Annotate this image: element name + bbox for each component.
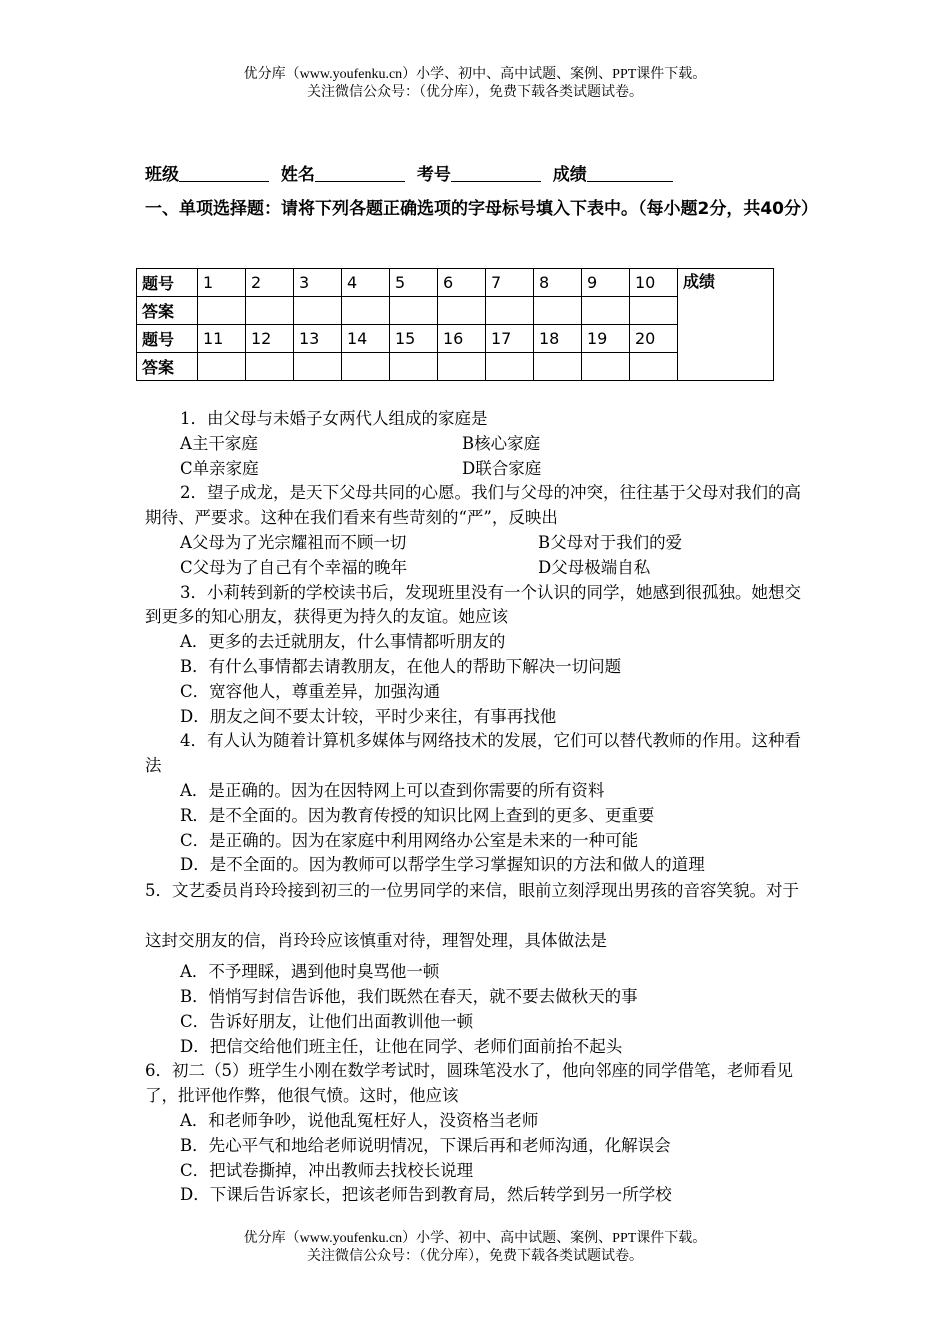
question-number-cell: 1 bbox=[198, 269, 246, 297]
question-stem: 6．初二（5）班学生小刚在数学考试时，圆珠笔没水了，他向邻座的同学借笔，老师看见了，批评他作弊，他很气愤。这时，他应该 bbox=[145, 1061, 793, 1106]
answer-cell[interactable] bbox=[294, 297, 342, 325]
question-list bbox=[145, 407, 810, 1208]
option-c[interactable]: C．告诉好朋友，让他们出面教训他一顿 bbox=[180, 1011, 474, 1031]
question-number-cell: 15 bbox=[390, 325, 438, 353]
answer-cell[interactable] bbox=[198, 353, 246, 381]
question-number-cell: 12 bbox=[246, 325, 294, 353]
question-number-cell: 13 bbox=[294, 325, 342, 353]
score-blank[interactable] bbox=[587, 165, 673, 182]
answer-cell[interactable] bbox=[198, 297, 246, 325]
student-info-line bbox=[145, 160, 679, 185]
question-number-cell: 8 bbox=[534, 269, 582, 297]
option-d[interactable]: D．朋友之间不要太计较，平时少来往，有事再找他 bbox=[180, 706, 557, 726]
answer-cell[interactable] bbox=[486, 297, 534, 325]
option-d[interactable]: D．是不全面的。因为教师可以帮学生学习掌握知识的方法和做人的道理 bbox=[180, 855, 705, 875]
option-b[interactable]: R．是不全面的。因为教育传授的知识比网上查到的更多、更重要 bbox=[180, 805, 655, 825]
question-number-cell: 10 bbox=[630, 269, 678, 297]
question-number-cell: 9 bbox=[582, 269, 630, 297]
option-b[interactable]: B．有什么事情都去请教朋友，在他人的帮助下解决一切问题 bbox=[180, 656, 622, 676]
answer-cell[interactable] bbox=[390, 353, 438, 381]
option-c[interactable]: C．把试卷撕掉，冲出教师去找校长说理 bbox=[180, 1160, 474, 1180]
header-line-1: 优分库（www.youfenku.cn）小学、初中、高中试题、案例、PPT课件下载。 bbox=[243, 67, 707, 82]
option-a[interactable]: A．不予理睬，遇到他时臭骂他一顿 bbox=[180, 962, 440, 982]
option-d[interactable]: D．把信交给他们班主任，让他在同学、老师们面前抬不起头 bbox=[180, 1036, 623, 1056]
question-number-cell: 3 bbox=[294, 269, 342, 297]
option-row bbox=[145, 457, 810, 482]
answer-cell[interactable] bbox=[630, 353, 678, 381]
answer-cell[interactable] bbox=[438, 297, 486, 325]
question-number-cell: 4 bbox=[342, 269, 390, 297]
question-number-cell: 16 bbox=[438, 325, 486, 353]
question-stem: 1．由父母与未婚子女两代人组成的家庭是 bbox=[180, 409, 488, 428]
option-c[interactable]: C单亲家庭 bbox=[180, 458, 259, 478]
answer-cell[interactable] bbox=[294, 353, 342, 381]
number-blank[interactable] bbox=[451, 165, 541, 182]
option-b[interactable]: B．先心平气和地给老师说明情况，下课后再和老师沟通，化解误会 bbox=[180, 1135, 671, 1155]
answer-cell[interactable] bbox=[582, 297, 630, 325]
class-label: 班级 bbox=[145, 165, 179, 185]
score-label: 成绩 bbox=[552, 165, 587, 185]
question-number-cell: 18 bbox=[534, 325, 582, 353]
answer-cell[interactable] bbox=[534, 353, 582, 381]
option-c[interactable]: C．是正确的。因为在家庭中利用网络办公室是未来的一种可能 bbox=[180, 830, 639, 850]
question-number-cell: 6 bbox=[438, 269, 486, 297]
option-a[interactable]: A父母为了光宗耀祖而不顾一切 bbox=[180, 532, 407, 552]
header-line-2: 关注微信公众号：（优分库），免费下载各类试题试卷。 bbox=[307, 85, 643, 100]
question-stem: 2．望子成龙，是天下父母共同的心愿。我们与父母的冲突，往往基于父母对我们的高期待、严要求。这种在我们看来有些苛刻的“严”，反映出 bbox=[145, 483, 801, 528]
question-number-cell: 19 bbox=[582, 325, 630, 353]
number-label: 考号 bbox=[416, 165, 451, 185]
answer-table-row bbox=[137, 269, 774, 297]
question-number-cell: 20 bbox=[630, 325, 678, 353]
answer-cell[interactable] bbox=[534, 297, 582, 325]
option-d[interactable]: D联合家庭 bbox=[462, 458, 542, 478]
option-b[interactable]: B．悄悄写封信告诉他，我们既然在春天，就不要去做秋天的事 bbox=[180, 986, 638, 1006]
answer-cell[interactable] bbox=[486, 353, 534, 381]
answer-cell[interactable] bbox=[630, 297, 678, 325]
option-a[interactable]: A．是正确的。因为在因特网上可以查到你需要的所有资料 bbox=[180, 780, 605, 800]
answer-cell[interactable] bbox=[582, 353, 630, 381]
question-number-cell: 11 bbox=[198, 325, 246, 353]
question-number-cell: 5 bbox=[390, 269, 438, 297]
answer-cell[interactable] bbox=[390, 297, 438, 325]
option-c[interactable]: C父母为了自己有个幸福的晚年 bbox=[180, 557, 408, 577]
answer-cell[interactable] bbox=[342, 353, 390, 381]
option-row bbox=[145, 556, 810, 581]
option-b[interactable]: B父母对于我们的爱 bbox=[538, 532, 683, 552]
question-number-header: 题号 bbox=[137, 269, 198, 297]
score-cell[interactable]: 成绩 bbox=[678, 269, 774, 381]
option-a[interactable]: A主干家庭 bbox=[180, 433, 258, 453]
question-stem: 3．小莉转到新的学校读书后，发现班里没有一个认识的同学，她感到很孤独。她想交到更多的知心朋友，获得更为持久的友谊。她应该 bbox=[145, 582, 801, 627]
answer-cell[interactable] bbox=[438, 353, 486, 381]
section-1-title: 一、单项选择题：请将下列各题正确选项的字母标号填入下表中。（每小题2分，共40分） bbox=[145, 199, 818, 219]
option-row bbox=[145, 531, 810, 556]
question-stem: 5．文艺委员肖玲玲接到初三的一位男同学的来信，眼前立刻浮现出男孩的音容笑貌。对于这封交朋友的信，肖玲玲应该慎重对待，理智处理，具体做法是 bbox=[145, 881, 799, 951]
question-number-cell: 17 bbox=[486, 325, 534, 353]
footer-line-1: 优分库（www.youfenku.cn）小学、初中、高中试题、案例、PPT课件下载。 bbox=[243, 1231, 707, 1246]
answer-row-header: 答案 bbox=[137, 353, 198, 381]
page-header bbox=[0, 66, 950, 102]
name-blank[interactable] bbox=[315, 165, 405, 182]
class-blank[interactable] bbox=[179, 165, 269, 182]
question-number-cell: 2 bbox=[246, 269, 294, 297]
answer-cell[interactable] bbox=[246, 297, 294, 325]
option-b[interactable]: B核心家庭 bbox=[462, 433, 541, 453]
option-a[interactable]: A．和老师争吵，说他乱冤枉好人，没资格当老师 bbox=[180, 1110, 539, 1130]
option-d[interactable]: D．下课后告诉家长，把该老师告到教育局，然后转学到另一所学校 bbox=[180, 1185, 672, 1205]
option-a[interactable]: A．更多的去迁就朋友，什么事情都听朋友的 bbox=[180, 632, 506, 652]
option-c[interactable]: C．宽容他人，尊重差异，加强沟通 bbox=[180, 681, 441, 701]
answer-cell[interactable] bbox=[246, 353, 294, 381]
answer-row-header: 答案 bbox=[137, 297, 198, 325]
question-number-cell: 7 bbox=[486, 269, 534, 297]
page-footer bbox=[0, 1230, 950, 1266]
footer-line-2: 关注微信公众号：（优分库），免费下载各类试题试卷。 bbox=[307, 1249, 643, 1264]
question-number-cell: 14 bbox=[342, 325, 390, 353]
answer-cell[interactable] bbox=[342, 297, 390, 325]
question-number-header: 题号 bbox=[137, 325, 198, 353]
name-label: 姓名 bbox=[280, 165, 315, 185]
answer-table bbox=[136, 268, 774, 381]
option-d[interactable]: D父母极端自私 bbox=[538, 557, 651, 577]
option-row bbox=[145, 432, 810, 457]
question-stem: 4．有人认为随着计算机多媒体与网络技术的发展，它们可以替代教师的作用。这种看法 bbox=[145, 731, 801, 776]
